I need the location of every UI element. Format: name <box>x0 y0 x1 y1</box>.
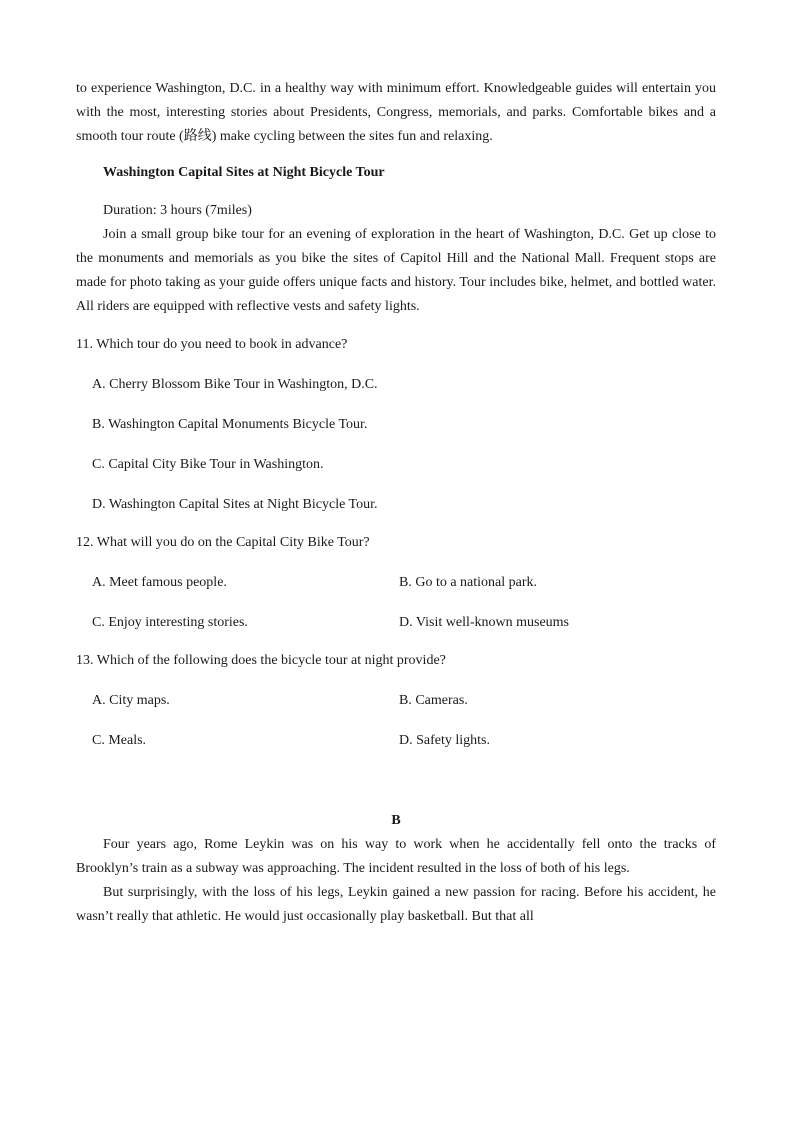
question-12-option-c: C. Enjoy interesting stories. <box>92 615 248 630</box>
passage-b-paragraph-2: But surprisingly, with the loss of his legs, Leykin gained a new passion for racing. Before his accident, he wasn’t really that athletic. He would just occasionally play basketball. But that all <box>76 885 716 924</box>
question-13-option-d: D. Safety lights. <box>399 733 490 748</box>
question-11-stem: 11. Which tour do you need to book in advance? <box>76 337 348 352</box>
passage-b-paragraph-1: Four years ago, Rome Leykin was on his way to work when he accidentally fell onto the tracks of Brooklyn’s train as a subway was approaching. The incident resulted in the loss of both of his legs. <box>76 837 716 876</box>
question-12-stem: 12. What will you do on the Capital City Bike Tour? <box>76 535 370 550</box>
question-13-stem: 13. Which of the following does the bicycle tour at night provide? <box>76 653 446 668</box>
question-12-options-row-1 <box>92 571 716 595</box>
document-page <box>76 77 716 929</box>
question-11-option-b: B. Washington Capital Monuments Bicycle Tour. <box>92 417 368 432</box>
question-12-option-a: A. Meet famous people. <box>92 575 227 590</box>
tour-description-paragraph: Join a small group bike tour for an evening of exploration in the heart of Washington, D.C. Get up close to the monuments and memorials as you bike the sites of Capitol Hill and the National Mall. Frequent stops are made for photo taking as your guide offers unique facts and history. Tour includes bike, helmet, and bottled water. All riders are equipped with reflective vests and safety lights. <box>76 227 716 314</box>
question-11-option-c: C. Capital City Bike Tour in Washington. <box>92 457 324 472</box>
question-12-option-b: B. Go to a national park. <box>399 575 538 590</box>
question-13-option-c: C. Meals. <box>92 733 147 748</box>
question-13-options-row-1 <box>92 689 716 713</box>
question-12-option-d: D. Visit well-known museums <box>399 615 570 630</box>
tour-title: Washington Capital Sites at Night Bicycle Tour <box>103 165 385 180</box>
question-13-option-a: A. City maps. <box>92 693 170 708</box>
passage-a-intro-paragraph: to experience Washington, D.C. in a healthy way with minimum effort. Knowledgeable guides will entertain you with the most, interesting stories about Presidents, Congress, memorials, and parks. Comfortable bikes and a smooth tour route (路线) make cycling between the sites fun and relaxing. <box>76 81 716 144</box>
question-11-option-d: D. Washington Capital Sites at Night Bicycle Tour. <box>92 497 378 512</box>
question-13-option-b: B. Cameras. <box>399 693 468 708</box>
question-12-options-row-2 <box>92 611 716 635</box>
question-11-option-a: A. Cherry Blossom Bike Tour in Washington, D.C. <box>92 377 378 392</box>
section-b-heading: B <box>391 813 401 828</box>
tour-duration: Duration: 3 hours (7miles) <box>103 203 252 218</box>
question-13-options-row-2 <box>92 729 716 753</box>
